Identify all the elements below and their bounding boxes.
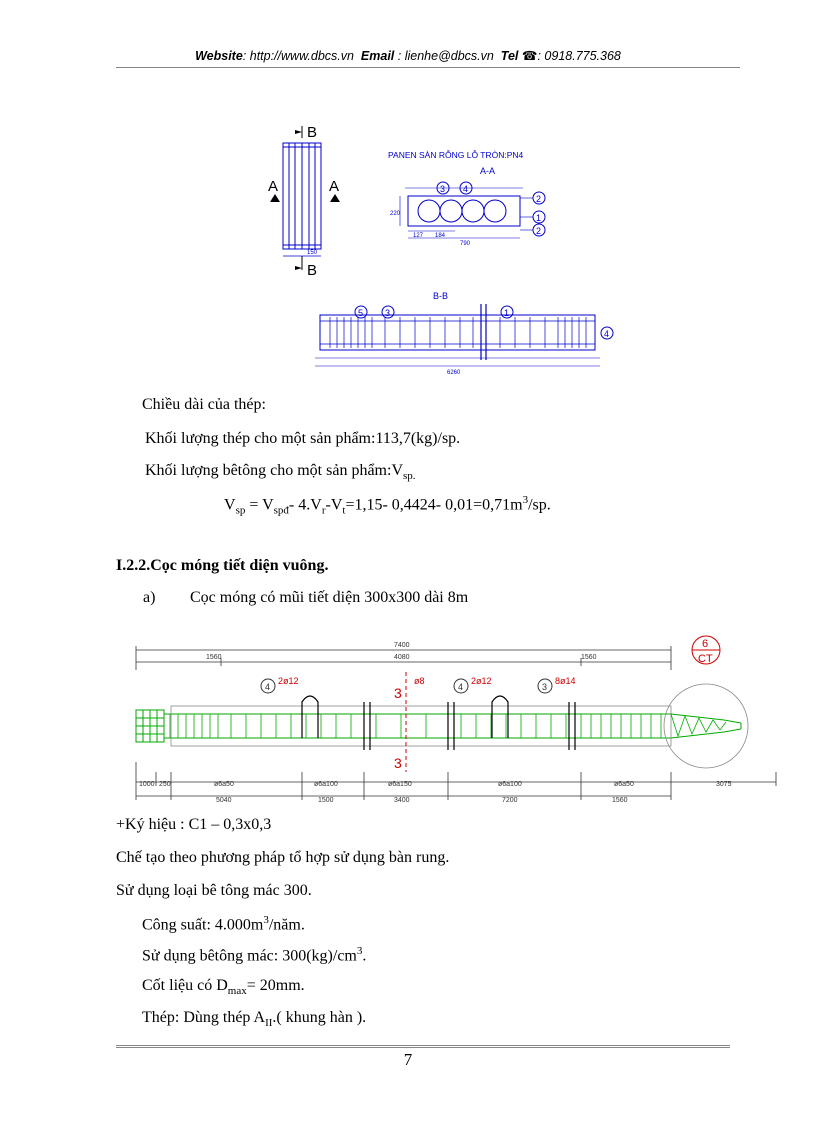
elev-label-b-top: B (307, 124, 318, 141)
bot-dim-1: 1000 (139, 781, 155, 788)
cut-bottom: 3 (394, 755, 402, 771)
pile-dim-left: 1560 (206, 654, 222, 661)
bot-dim-4: ø6a100 (314, 781, 338, 788)
header-rule (116, 67, 740, 68)
panel-drawing (255, 118, 615, 380)
aa-dim-184: 184 (435, 233, 446, 239)
row2-dim-4: 7200 (502, 797, 518, 804)
elev-label-a-right: A (329, 178, 340, 195)
pile-dim-mid: 4080 (394, 654, 410, 661)
panel-title: PANEN SÀN RỖNG LỖ TRÒN:PN4 (388, 150, 524, 160)
website-value: : http://www.dbcs.vn (242, 49, 354, 63)
row2-dim-2: 1500 (318, 797, 334, 804)
cut-top: 3 (394, 685, 402, 701)
bb-mark-3: 3 (385, 308, 391, 318)
email-value: : lienhe@dbcs.vn (397, 49, 494, 63)
page-header (0, 48, 816, 63)
callout-ct: CT (698, 653, 713, 665)
bar3-text: 2ø12 (471, 676, 492, 686)
grade-line: Sử dụng bêtông mác: $300(kg)/cm^3$. (142, 945, 367, 965)
bot-dim-8: 3075 (716, 781, 732, 788)
bot-dim-3: ø6a50 (214, 781, 234, 788)
manufacture-method: Chế tạo theo phương pháp tổ hợp sử dụng bàn rung. (116, 849, 450, 866)
bb-dim-total: 6260 (447, 370, 461, 376)
pile-dim-right: 1560 (581, 654, 597, 661)
aa-mark-3: 3 (440, 184, 446, 194)
section-bb-label: B-B (433, 291, 449, 301)
steel-type-line: Thép: Dùng thép $A_{II}$.( khung hàn ). (142, 1009, 367, 1030)
pile-symbol: +Ký hiệu : C1 – 0,3x0,3 (116, 816, 272, 833)
bar1-text: 2ø12 (278, 676, 299, 686)
steel-mass-line: Khối lượng thép cho một sản phẩm:113,7(kg)/sp. (145, 430, 461, 447)
bar1-mark: 4 (265, 682, 271, 692)
aa-mark-4: 4 (463, 184, 469, 194)
footer-rule (116, 1045, 730, 1048)
bb-mark-5: 5 (358, 308, 364, 318)
pile-dim-total: 7400 (394, 642, 410, 649)
aa-mark-2a: 2 (536, 194, 542, 204)
bb-stirrups (330, 317, 586, 348)
aa-mark-1: 1 (536, 213, 542, 223)
row2-dim-1: 5040 (216, 797, 232, 804)
tel-value: : 0918.775.368 (537, 49, 621, 63)
item-a-label: a) (143, 589, 156, 606)
pile-drawing (126, 632, 786, 807)
elev-dim-150: 150 (307, 250, 318, 256)
aa-dim-127: 127 (413, 233, 424, 239)
aa-dim-220: 220 (390, 211, 401, 217)
concrete-grade-line: Sử dụng loại bê tông mác 300. (116, 882, 312, 899)
page-number: 7 (403, 1050, 413, 1069)
phone-icon: ☎ (521, 49, 538, 63)
section-heading: I.2.2.Cọc móng tiết diện vuông. (116, 557, 329, 574)
email-label: Email (360, 49, 395, 63)
volume-formula: $V_{sp} = V_{spđ}-$ $4.V_r-V_t=1,15-$ 0,4424- $0,01=0,71m^3/sp$. (224, 494, 551, 517)
steel-length-line: Chiều dài của thép: (142, 396, 266, 413)
aa-mark-2b: 2 (536, 226, 542, 236)
bot-dim-7: ø6a50 (614, 781, 634, 788)
bot-dim-2: 250 (159, 781, 171, 788)
item-a-text: Cọc móng có mũi tiết diện 300x300 dài 8m (190, 589, 469, 606)
bar4-text: 8ø14 (555, 676, 576, 686)
row2-dim-3: 3400 (394, 797, 410, 804)
bb-mark-1: 1 (504, 308, 510, 318)
bot-dim-6: ø6a100 (498, 781, 522, 788)
bb-mark-4: 4 (604, 329, 610, 339)
concrete-volume-line: Khối lượng bêtông cho một sản $phẩm:V_{sp.}$ (145, 462, 416, 483)
bot-dim-5: ø6a150 (388, 781, 412, 788)
website-label: Website (195, 49, 243, 63)
aggregate-line: Cốt liệu có $D_{max}= 20mm$. (142, 977, 305, 998)
callout-6: 6 (702, 638, 709, 650)
section-aa (400, 182, 545, 238)
row2-dim-5: 1560 (612, 797, 628, 804)
bar3-mark: 4 (458, 682, 464, 692)
bar4-mark: 3 (542, 682, 548, 692)
elev-label-a-left: A (268, 178, 279, 195)
bar2-text: ø8 (414, 676, 425, 686)
tel-label: Tel (500, 49, 519, 63)
elev-label-b-bot: B (307, 262, 318, 279)
aa-dim-790: 790 (460, 241, 471, 247)
pile-body (136, 710, 741, 742)
capacity-line: Công suất: $4.000m^3$/năm. (142, 914, 305, 934)
section-aa-label: A-A (480, 166, 496, 176)
panel-elevation (283, 143, 321, 256)
